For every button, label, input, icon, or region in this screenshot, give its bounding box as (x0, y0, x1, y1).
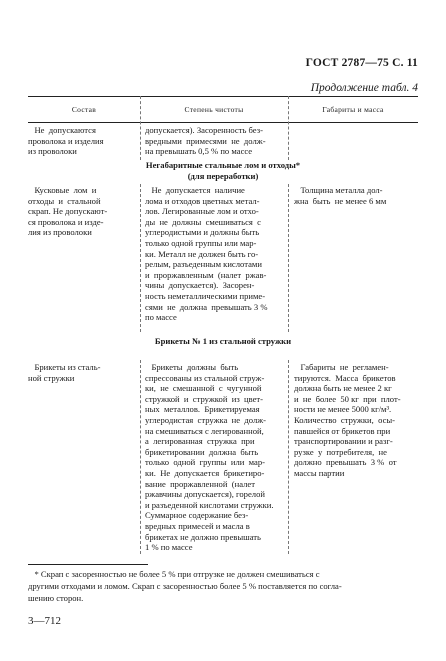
column-divider (288, 184, 289, 332)
table-header-rule (28, 122, 418, 123)
row1-composition: Кусковые лом и отходы и стальной скрап. Не допускают- ся проволока и изде- лия из проволоки (28, 185, 108, 238)
table-continuation-label: Продолжение табл. 4 (310, 82, 418, 94)
column-divider (140, 96, 141, 160)
page-code: 3—712 (28, 615, 61, 627)
footnote: * Скрап с засоренностью не более 5 % при отгрузке не должен смешиваться с другими отходами и ломом. Скрап с засоренностью более 5 % поставляется по согла- шению сторон. (28, 569, 342, 603)
row2-composition: Брикеты из сталь- ной стружки (28, 362, 101, 383)
footnote-rule (28, 564, 148, 565)
row0-purity: допускается). Засоренность без- вредными примесями не долж- на превышать 0,5 % по массе (145, 125, 266, 157)
section-heading-briquettes: Брикеты № 1 из стальной стружки (154, 336, 292, 346)
column-header-dimensions: Габариты и масса (322, 105, 384, 114)
column-divider (288, 96, 289, 160)
row2-purity: Брикеты должны быть спрессованы из стальной струж- ки, не смешанной с чугунной стружкой и стружкой из цвет- ных металлов. Брикетируемая углеродистая стружка не долж- на смешиваться с легированной, а легированная стружка при брикетировании должна быть только одной группы или мар- ки. Не допускается брикетиро- вание проржавленной (налет ржавчины допускается), горелой и разъеденной кислотами стружки. Суммарное содержание без- вредных примесей и масла в брикетах не должно превышать 1 % по массе (145, 362, 274, 553)
row1-purity: Не допускается наличие лома и отходов цветных метал- лов. Легированные лом и отхо- ды не должны смешиваться с углеродистыми и должны быть только одной группы или мар- ки. Металл не должен быть го- релым, разъеденным кислотами и проржавленным (налет ржав- чины допускается). Засорен- ность неметаллическими приме- сями не должна превышать 3 % по массе (145, 185, 268, 323)
section-heading-oversize-scrap: Негабаритные стальные лом и отходы* (для переработки) (145, 160, 301, 181)
column-divider (140, 360, 141, 554)
doc-reference: ГОСТ 2787—75 С. 11 (305, 57, 418, 69)
row1-dimensions: Толщина металла дол- жна быть не менее 6 мм (294, 185, 387, 206)
row2-dimensions: Габариты не регламен- тируются. Масса брикетов должна быть не менее 2 кг и не более 50 кг при плот- ности не менее 5000 кг/м³. Количество стружки, осы- павшейся от брикетов при транспортировании и разг- рузке у потребителя, не должно превышать 3 % от массы партии (294, 362, 401, 478)
table-top-rule (28, 96, 418, 97)
row0-composition: Не допускаются проволока и изделия из проволоки (28, 125, 104, 157)
column-divider (140, 184, 141, 332)
column-header-purity: Степень чистоты (184, 105, 244, 114)
column-divider (288, 360, 289, 554)
column-header-composition: Состав (71, 105, 97, 114)
